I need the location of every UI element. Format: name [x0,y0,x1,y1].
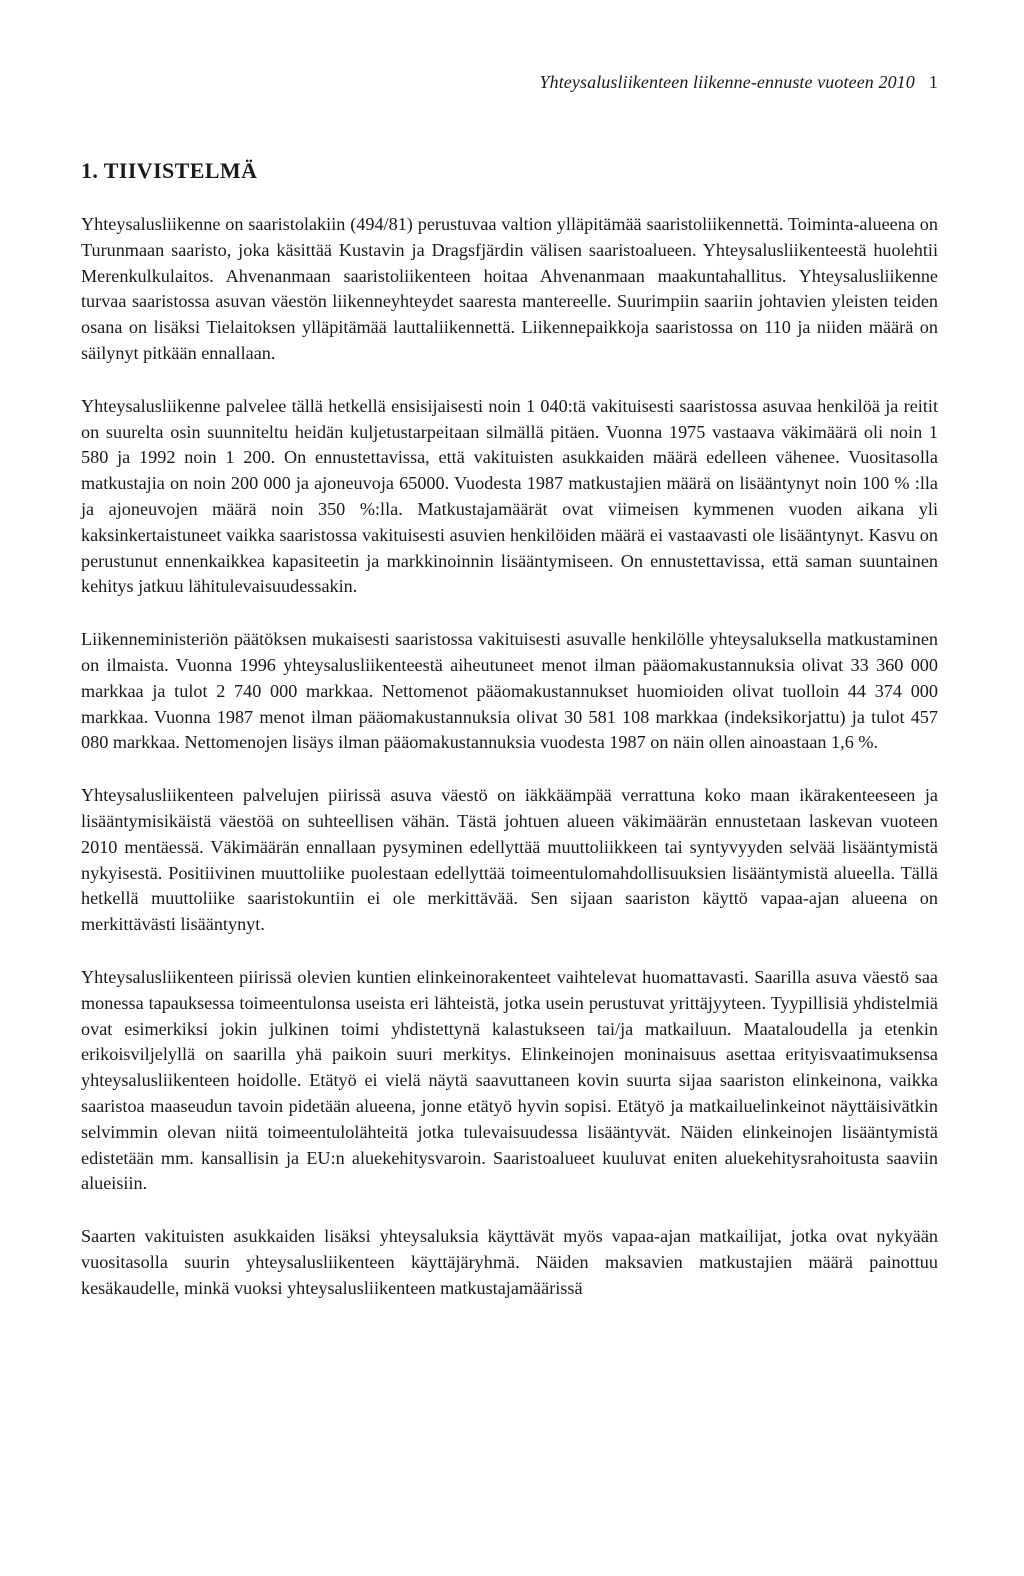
body-text [81,212,938,1328]
running-header-title: Yhteysalusliikenteen liikenne-ennuste vuoteen 2010 [539,72,915,92]
page-number: 1 [928,72,938,92]
paragraph-passengers: Yhteysalusliikenne palvelee tällä hetkellä ensisijaisesti noin 1 040:tä vakituisesti saaristossa asuvaa henkilöä ja reitit on suurelta osin suunniteltu heidän kuljetustarpeitaan silmällä pitäen. Vuonna 1975 vastaava väkimäärä oli noin 1 580 ja 1992 noin 1 200. On ennustettavissa, että vakituisten asukkaiden määrä edelleen vähenee. Vuositasolla matkustajia on noin 200 000 ja ajoneuvoja 65000. Vuodesta 1987 matkustajien määrä on lisääntynyt noin 100 % :lla ja ajoneuvojen määrä noin 350 %:lla. Matkustajamäärät ovat viimeisen kymmenen vuoden aikana yli kaksinkertaistuneet vaikka saaristossa vakituisesti asuvien henkilöiden määrä ei vastaavasti ole lisääntynyt. Kasvu on perustunut ennenkaikkea kapasiteetin ja markkinoinnin lisääntymiseen. On ennustettavissa, että saman suuntainen kehitys jatkuu lähitulevaisuudessakin. [81,395,938,597]
paragraph-leisure-travellers: Saarten vakituisten asukkaiden lisäksi yhteysaluksia käyttävät myös vapaa-ajan matkailijat, jotka ovat nykyään vuositasolla suurin yhteysalusliikenteen käyttäjäryhmä. Näiden maksavien matkustajien määrä painottuu kesäkaudelle, minkä vuoksi yhteysalusliikenteen matkustajamäärissä [81,1226,938,1298]
running-header [540,72,939,93]
paragraph-population: Yhteysalusliikenteen palvelujen piirissä asuva väestö on iäkkäämpää verrattuna koko maan ikärakenteeseen ja lisääntymisikäistä väestöä on suhteellisen vähän. Tästä johtuen alueen väkimäärän ennustetaan laskevan vuoteen 2010 mentäessä. Väkimäärän ennallaan pysyminen edellyttää muuttoliikkeen tai syntyvyyden selvää lisääntymistä nykyisestä. Positiivinen muuttoliike puolestaan edellyttää toimeentulomahdollisuuksien lisääntymistä alueella. Tällä hetkellä muuttoliike saaristokuntiin ei ole merkittävää. Sen sijaan saariston käyttö vapaa-ajan alueena on merkittävästi lisääntynyt. [81,785,938,935]
paragraph-overview: Yhteysalusliikenne on saaristolakiin (494/81) perustuvaa valtion ylläpitämää saaristoliikennettä. Toiminta-alueena on Turunmaan saaristo, joka käsittää Kustavin ja Dragsfjärdin välisen saaristoalueen. Yhteysalusliikenteestä huolehtii Merenkulkulaitos. Ahvenanmaan saaristoliikenteen hoitaa Ahvenanmaan maakuntahallitus. Yhteysalusliikenne turvaa saaristossa asuvan väestön liikenneyhteydet saaresta mantereelle. Suurimpiin saariin johtavien yleisten teiden osana on lisäksi Tielaitoksen ylläpitämää lauttaliikennettä. Liikennepaikkoja saaristossa on 110 ja niiden määrä on säilynyt pitkään ennallaan. [81,214,938,363]
paragraph-livelihoods: Yhteysalusliikenteen piirissä olevien kuntien elinkeinorakenteet vaihtelevat huomattavasti. Saarilla asuva väestö saa monessa tapauksessa toimeentulonsa useista eri lähteistä, jotka usein perustuvat yrittäjyyteen. Tyypillisiä yhdistelmiä ovat esimerkiksi jokin julkinen toimi yhdistettynä kalastukseen tai/ja matkailuun. Maataloudella ja etenkin erikoisviljelyllä on saarilla yhä paikoin suuri merkitys. Elinkeinojen moninaisuus asettaa erityisvaatimuksensa yhteysalusliikenteen hoidolle. Etätyö ei vielä näytä saavuttaneen kovin suurta sijaa saariston elinkeinona, vaikka saaristoa maaseudun tavoin pidetään alueena, jonne etätyö hyvin sopisi. Etätyö ja matkailuelinkeinot näyttäisivätkin selvimmin olevan niitä toimeentulolähteitä jotka tulevaisuudessa lisääntyvät. Näiden elinkeinojen lisääntymistä edistetään mm. kansallisin ja EU:n aluekehitysvaroin. Saaristoalueet kuuluvat eniten aluekehitysrahoitusta saaviin alueisiin. [81,966,938,1194]
section-title: 1. TIIVISTELMÄ [81,158,258,183]
paragraph-costs: Liikenneministeriön päätöksen mukaisesti saaristossa vakituisesti asuvalle henkilölle yhteysaluksella matkustaminen on ilmaista. Vuonna 1996 yhteysalusliikenteestä aiheutuneet menot ilman pääomakustannuksia olivat 33 360 000 markkaa ja tulot 2 740 000 markkaa. Nettomenot pääomakustannukset huomioiden olivat tuolloin 44 374 000 markkaa. Vuonna 1987 menot ilman pääomakustannuksia olivat 30 581 108 markkaa (indeksikorjattu) ja tulot 457 080 markkaa. Nettomenojen lisäys ilman pääomakustannuksia vuodesta 1987 on näin ollen ainoastaan 1,6 %. [81,629,938,753]
